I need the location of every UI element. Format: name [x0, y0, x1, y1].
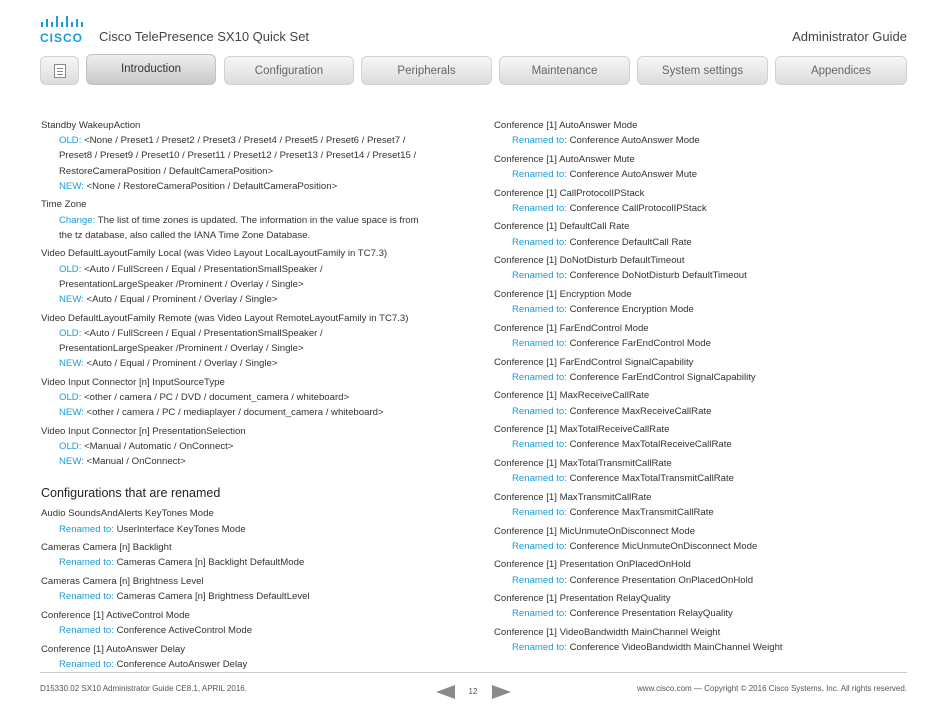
footer-divider [40, 672, 907, 673]
config-name: Conference [1] DefaultCall Rate [494, 221, 630, 233]
config-value-text: <None / Preset1 / Preset2 / Preset3 / Preset4 / Preset5 / Preset6 / Preset7 / [81, 135, 406, 147]
footer-copyright: www.cisco.com — Copyright © 2016 Cisco Systems, Inc. All rights reserved. [637, 684, 907, 693]
config-detail-line [41, 262, 461, 277]
config-detail-line [494, 370, 914, 385]
document-icon [54, 64, 66, 78]
tab-appendices[interactable]: Appendices [775, 56, 907, 85]
left-column [41, 118, 461, 675]
config-entry [494, 456, 914, 486]
change-keyword: Renamed to: [59, 658, 114, 670]
config-entry [494, 253, 914, 283]
config-entry [494, 287, 914, 317]
config-value-text: The list of time zones is updated. The information in the value space is from [95, 214, 419, 226]
config-entry [494, 118, 914, 148]
config-value-text: Conference MicUnmuteOnDisconnect Mode [566, 540, 758, 552]
change-keyword: Renamed to: [59, 557, 114, 569]
config-detail-line [494, 606, 914, 621]
change-keyword: NEW: [59, 180, 84, 192]
config-name: Conference [1] VideoBandwidth MainChannel Weight [494, 626, 721, 638]
change-keyword: NEW: [59, 456, 84, 468]
config-detail-line [494, 133, 914, 148]
config-entry [41, 246, 461, 307]
config-entry [41, 311, 461, 372]
config-detail-line [41, 213, 461, 228]
config-detail-line [41, 133, 461, 148]
change-keyword: OLD: [59, 327, 82, 339]
config-detail-line [41, 439, 461, 454]
config-value-text: <other / camera / PC / mediaplayer / document_camera / whiteboard> [83, 407, 384, 419]
config-value-text: Conference MaxTransmitCallRate [566, 506, 714, 518]
previous-page-arrow-icon[interactable] [436, 685, 455, 699]
config-name: Video DefaultLayoutFamily Remote (was Video Layout RemoteLayoutFamily in TC7.3) [41, 312, 409, 324]
config-name: Conference [1] FarEndControl SignalCapability [494, 356, 694, 368]
change-keyword: Renamed to: [512, 506, 567, 518]
config-detail-line [41, 589, 461, 604]
config-name: Audio SoundsAndAlerts KeyTones Mode [41, 508, 214, 520]
config-detail-line [494, 235, 914, 250]
change-keyword: Renamed to: [512, 574, 567, 586]
change-keyword: Change: [59, 214, 96, 226]
config-entry [41, 424, 461, 470]
config-entry [494, 388, 914, 418]
config-detail-line [494, 268, 914, 283]
change-keyword: Renamed to: [512, 169, 567, 180]
tab-maintenance[interactable]: Maintenance [499, 56, 630, 85]
cisco-logo [40, 16, 84, 44]
config-entry [494, 490, 914, 520]
config-detail-line [41, 356, 461, 371]
config-detail-line [494, 167, 914, 182]
config-name: Cameras Camera [n] Brightness Level [41, 576, 204, 588]
change-keyword: NEW: [59, 358, 84, 370]
tab-introduction[interactable]: Introduction [86, 54, 216, 85]
config-name: Video Input Connector [n] InputSourceType [41, 376, 225, 388]
config-name: Conference [1] MaxTotalTransmitCallRate [494, 457, 672, 469]
document-title: Cisco TelePresence SX10 Quick Set [99, 29, 310, 44]
config-value-text: Conference FarEndControl Mode [566, 337, 711, 349]
config-value-text: Conference AutoAnswer Mode [566, 135, 700, 147]
config-entry [41, 506, 461, 536]
guide-title: Administrator Guide [792, 29, 907, 44]
config-detail-line [41, 555, 461, 570]
config-name: Conference [1] FarEndControl Mode [494, 322, 649, 334]
config-name: Conference [1] MaxTransmitCallRate [494, 491, 652, 503]
config-detail-line [494, 471, 914, 486]
change-keyword: Renamed to: [512, 642, 567, 654]
config-entry [494, 219, 914, 249]
config-detail-line [41, 164, 461, 179]
config-name: Standby WakeupAction [41, 120, 141, 131]
config-name: Video DefaultLayoutFamily Local (was Video Layout LocalLayoutFamily in TC7.3) [41, 248, 388, 260]
config-value-text: Conference VideoBandwidth MainChannel Weight [566, 642, 783, 654]
change-keyword: Renamed to: [512, 304, 567, 316]
change-keyword: Renamed to: [59, 523, 114, 535]
config-name: Conference [1] MaxTotalReceiveCallRate [494, 424, 670, 436]
top-navigation [40, 56, 907, 86]
config-entry [494, 321, 914, 351]
config-value-text: Conference MaxTotalTransmitCallRate [566, 473, 735, 485]
config-value-text: Conference FarEndControl SignalCapability [566, 371, 756, 383]
config-detail-line [41, 179, 461, 194]
config-value-text: Conference Presentation OnPlacedOnHold [566, 574, 754, 586]
change-keyword: OLD: [59, 135, 82, 147]
config-entry [494, 186, 914, 216]
config-detail-line [41, 522, 461, 537]
change-keyword: Renamed to: [512, 540, 567, 552]
config-entry [494, 524, 914, 554]
config-entry [41, 642, 461, 672]
change-keyword: Renamed to: [512, 135, 567, 147]
config-value-text: <Auto / Equal / Prominent / Overlay / Single> [83, 294, 278, 306]
change-keyword: Renamed to: [512, 202, 567, 214]
config-detail-line [41, 454, 461, 469]
config-value-text: Conference AutoAnswer Mute [566, 169, 698, 180]
config-value-text: <Auto / FullScreen / Equal / PresentationSmallSpeaker / [81, 327, 323, 339]
config-detail-line [41, 341, 461, 356]
config-detail-line [41, 623, 461, 638]
tab-system-settings[interactable]: System settings [637, 56, 768, 85]
config-name: Conference [1] ActiveControl Mode [41, 609, 190, 621]
change-keyword: OLD: [59, 263, 82, 275]
change-keyword: Renamed to: [512, 270, 567, 282]
cisco-logo-text: CISCO [40, 31, 84, 45]
config-value-text: <Manual / OnConnect> [83, 456, 186, 468]
config-entry [494, 625, 914, 655]
change-keyword: Renamed to: [512, 405, 567, 417]
config-value-text: RestoreCameraPosition / DefaultCameraPosition> [59, 165, 274, 177]
config-name: Conference [1] MicUnmuteOnDisconnect Mode [494, 525, 696, 537]
config-detail-line [41, 390, 461, 405]
config-value-text: Conference CallProtocolIPStack [566, 202, 707, 214]
config-detail-line [494, 505, 914, 520]
config-value-text: <other / camera / PC / DVD / document_camera / whiteboard> [81, 392, 350, 404]
section-heading: Configurations that are renamed [41, 486, 221, 501]
config-name: Conference [1] Encryption Mode [494, 288, 632, 300]
change-keyword: Renamed to: [512, 371, 567, 383]
config-entry [41, 540, 461, 570]
page-number: 12 [468, 687, 478, 696]
config-value-text: Cameras Camera [n] Brightness DefaultLevel [113, 591, 310, 603]
footer-document-id: D15330.02 SX10 Administrator Guide CE8.1, APRIL 2016. [40, 684, 247, 693]
cisco-bridge-icon [40, 16, 84, 30]
config-value-text: UserInterface KeyTones Mode [113, 523, 246, 535]
change-keyword: OLD: [59, 441, 82, 453]
config-entry [41, 118, 461, 194]
change-keyword: NEW: [59, 294, 84, 306]
config-detail-line [41, 657, 461, 672]
config-value-text: Cameras Camera [n] Backlight DefaultMode [113, 557, 305, 569]
config-value-text: the tz database, also called the IANA Time Zone Database. [59, 229, 311, 241]
table-of-contents-button[interactable] [40, 56, 79, 85]
config-detail-line [41, 326, 461, 341]
next-page-arrow-icon[interactable] [492, 685, 511, 699]
config-value-text: Conference DoNotDisturb DefaultTimeout [566, 270, 747, 282]
config-value-text: <Auto / Equal / Prominent / Overlay / Single> [83, 358, 278, 370]
change-keyword: OLD: [59, 392, 82, 404]
config-value-text: Conference MaxTotalReceiveCallRate [566, 439, 732, 451]
config-entry [494, 422, 914, 452]
config-value-text: Conference DefaultCall Rate [566, 236, 692, 248]
config-name: Conference [1] Presentation OnPlacedOnHold [494, 559, 691, 571]
config-detail-line [41, 148, 461, 163]
config-value-text: <Manual / Automatic / OnConnect> [81, 441, 234, 453]
config-detail-line [494, 336, 914, 351]
config-detail-line [41, 228, 461, 243]
config-detail-line [41, 292, 461, 307]
config-value-text: Conference ActiveControl Mode [113, 625, 253, 637]
config-name: Time Zone [41, 199, 87, 211]
config-detail-line [494, 302, 914, 317]
config-value-text: Conference Encryption Mode [566, 304, 694, 316]
right-column [494, 118, 914, 659]
config-name: Conference [1] AutoAnswer Mute [494, 153, 635, 165]
config-detail-line [494, 640, 914, 655]
config-name: Conference [1] AutoAnswer Delay [41, 643, 185, 655]
config-name: Conference [1] Presentation RelayQuality [494, 593, 671, 605]
config-detail-line [41, 277, 461, 292]
config-detail-line [494, 539, 914, 554]
change-keyword: Renamed to: [512, 608, 567, 620]
change-keyword: Renamed to: [59, 591, 114, 603]
config-value-text: PresentationLargeSpeaker /Prominent / Overlay / Single> [59, 343, 304, 355]
config-entry [41, 608, 461, 638]
tab-configuration[interactable]: Configuration [224, 56, 354, 85]
config-value-text: <Auto / FullScreen / Equal / PresentationSmallSpeaker / [81, 263, 323, 275]
config-value-text: PresentationLargeSpeaker /Prominent / Overlay / Single> [59, 278, 304, 290]
config-entry [41, 574, 461, 604]
config-detail-line [41, 405, 461, 420]
config-detail-line [494, 437, 914, 452]
config-name: Conference [1] MaxReceiveCallRate [494, 390, 650, 402]
config-name: Cameras Camera [n] Backlight [41, 542, 172, 554]
config-name: Conference [1] DoNotDisturb DefaultTimeout [494, 255, 685, 267]
config-detail-line [494, 201, 914, 216]
config-value-text: Conference MaxReceiveCallRate [566, 405, 712, 417]
change-keyword: Renamed to: [59, 625, 114, 637]
tab-peripherals[interactable]: Peripherals [361, 56, 492, 85]
config-value-text: Conference AutoAnswer Delay [113, 658, 248, 670]
change-keyword: NEW: [59, 407, 84, 419]
config-detail-line [494, 573, 914, 588]
config-entry [494, 355, 914, 385]
change-keyword: Renamed to: [512, 337, 567, 349]
config-name: Conference [1] AutoAnswer Mode [494, 120, 638, 131]
config-entry [494, 557, 914, 587]
config-entry [494, 152, 914, 182]
change-keyword: Renamed to: [512, 473, 567, 485]
config-value-text: <None / RestoreCameraPosition / DefaultCameraPosition> [83, 180, 338, 192]
config-detail-line [494, 404, 914, 419]
config-name: Video Input Connector [n] PresentationSelection [41, 425, 246, 437]
config-entry [494, 591, 914, 621]
config-entry [41, 197, 461, 243]
config-value-text: Conference Presentation RelayQuality [566, 608, 733, 620]
change-keyword: Renamed to: [512, 236, 567, 248]
config-name: Conference [1] CallProtocolIPStack [494, 187, 645, 199]
config-entry [41, 375, 461, 421]
config-value-text: Preset8 / Preset9 / Preset10 / Preset11 / Preset12 / Preset13 / Preset14 / Preset15 / [59, 150, 417, 162]
change-keyword: Renamed to: [512, 439, 567, 451]
